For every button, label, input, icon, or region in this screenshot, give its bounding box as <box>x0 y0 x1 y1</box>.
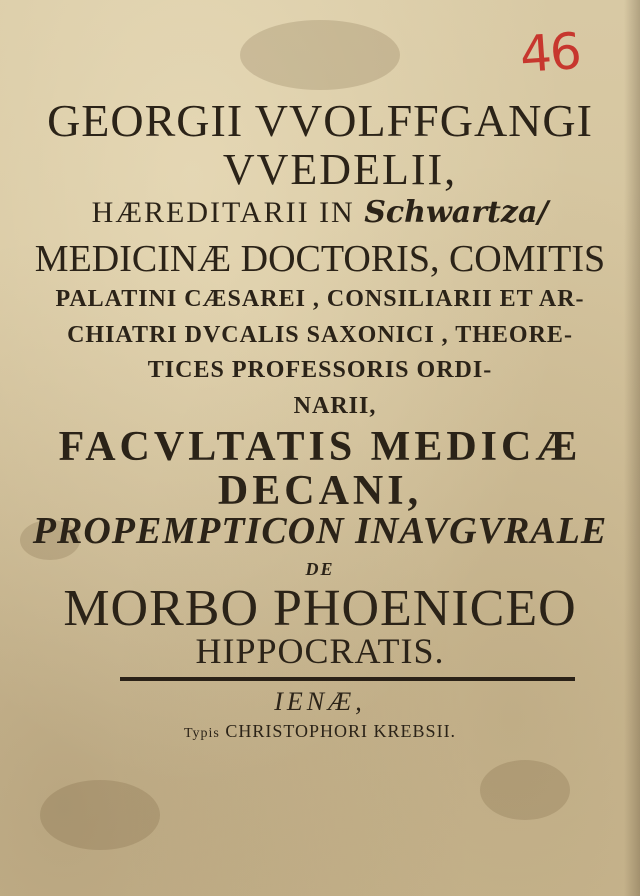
subject-title: MORBO PHOENICEO <box>63 580 577 637</box>
work-type-line: PROPEMPTICON INAVGVRALE <box>32 510 608 552</box>
printer-name: CHRISTOPHORI KREBSII. <box>225 721 457 741</box>
paper-stain <box>240 20 400 90</box>
typis-label: Typis <box>183 726 220 741</box>
imprint-place: IENÆ, <box>274 687 366 716</box>
handwritten-page-number: 46 <box>518 21 582 85</box>
heir-label: HÆREDITARII IN <box>91 196 355 229</box>
imprint-printer-line <box>0 722 640 741</box>
divider-rule <box>120 677 575 681</box>
subject-author: HIPPOCRATIS. <box>195 631 445 671</box>
credentials-line-5: NARII, <box>293 393 377 419</box>
faculty-line: FACVLTATIS MEDICÆ <box>58 424 582 470</box>
author-surname: VVEDELII, <box>222 145 458 194</box>
dean-line: DECANI, <box>217 468 423 514</box>
author-title-line <box>0 195 640 230</box>
preposition-line: DE <box>305 559 335 579</box>
place-name-fraktur: Schwartza/ <box>364 195 549 230</box>
paper-stain <box>480 760 570 820</box>
credentials-line-4: TICES PROFESSORIS ORDI- <box>147 357 493 383</box>
author-first-names: GEORGII VVOLFFGANGI <box>47 95 593 146</box>
credentials-line-2: PALATINI CÆSAREI , CONSILIARII ET AR- <box>55 286 585 312</box>
paper-stain <box>40 780 160 850</box>
credentials-line-1: MEDICINÆ DOCTORIS, COMITIS <box>34 238 606 280</box>
credentials-line-3: CHIATRI DVCALIS SAXONICI , THEORE- <box>67 322 573 348</box>
